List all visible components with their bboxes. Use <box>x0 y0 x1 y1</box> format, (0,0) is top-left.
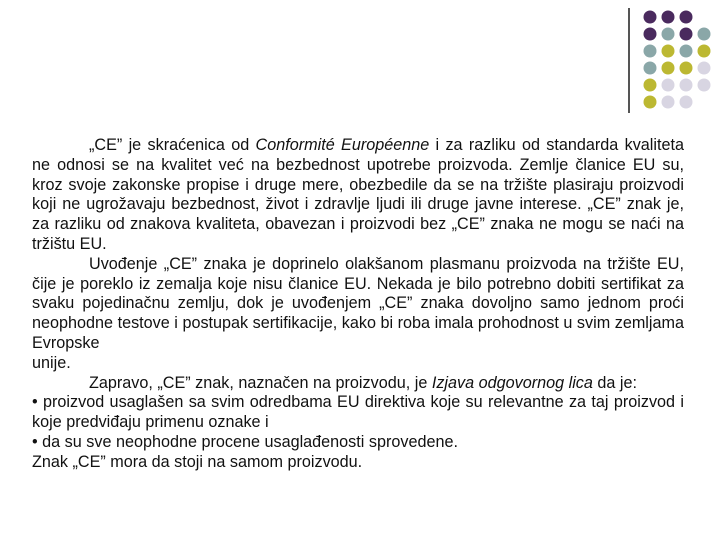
decorative-dot <box>698 79 711 92</box>
decorative-dot <box>662 45 675 58</box>
text-run: Znak „CE” mora da stoji na samom proizvodu. <box>32 452 363 471</box>
text-run: • da su sve neophodne procene usaglađenosti sprovedene. <box>32 432 458 451</box>
text-run: Zapravo, „CE” znak, naznačen na proizvodu, je <box>89 373 432 392</box>
decorative-dot <box>680 79 693 92</box>
decorative-dot <box>680 11 693 24</box>
text-run: „CE” je skraćenica od <box>89 136 256 154</box>
decorative-dot <box>644 62 657 75</box>
text-run: Uvođenje „CE” znaka je doprinelo olakšanom plasmanu proizvoda na tržište EU, čije je poreklo iz zemalja koje nisu članice EU. Nekada je bilo potrebno dobiti sertifikat za svaku pojedinačnu zemlju, dok je uvođenjem „CE” znaka dovoljno samo jednom proći neophodne testove i postupak sertifikacije, kako bi roba imala prohodnost u svim zemljama Evropske <box>32 254 684 352</box>
decorative-dot <box>680 96 693 109</box>
decorative-dot <box>698 45 711 58</box>
paragraph-ce-introduction <box>32 255 684 354</box>
paragraph-ce-definition <box>32 136 684 255</box>
decorative-dot-grid <box>0 0 720 120</box>
decorative-dot <box>662 96 675 109</box>
text-run: i za razliku od standarda kvaliteta ne odnosi se na kvalitet već na bezbednost upotrebe proizvoda. Zemlje članice EU su, kroz svoje zakonske propise i druge mere, obezbedile da se na tržište plasiraju proizvodi koji ne ugrožavaju bezbednost, život i zdravlje ljudi ili druge javne interese. „CE” znak je, za razliku od znakova kvaliteta, obavezan i proizvodi bez „CE” znaka ne mogu se naći na tržištu EU. <box>32 136 685 253</box>
decorative-dot <box>644 79 657 92</box>
paragraph-ce-declaration <box>32 374 684 394</box>
decorative-dot <box>644 28 657 41</box>
decorative-dot <box>680 62 693 75</box>
text-run: da je: <box>592 373 638 392</box>
decorative-dot <box>644 45 657 58</box>
bullet-item-assessment <box>32 433 684 453</box>
text-run-italic: Izjava odgovornog lica <box>431 373 593 392</box>
decorative-dot <box>698 62 711 75</box>
paragraph-continuation <box>32 354 684 374</box>
decorative-vertical-line <box>628 8 630 113</box>
decorative-dot <box>698 28 711 41</box>
decorative-dot <box>662 28 675 41</box>
decorative-dot <box>662 62 675 75</box>
decorative-dot <box>644 96 657 109</box>
bullet-item-compliance <box>32 393 684 433</box>
decorative-dot <box>680 45 693 58</box>
decorative-dot <box>680 28 693 41</box>
document-body <box>32 136 684 473</box>
text-run: unije. <box>32 353 71 372</box>
decorative-dot <box>662 79 675 92</box>
decorative-dot <box>644 11 657 24</box>
paragraph-closing <box>32 453 684 473</box>
decorative-dot <box>662 11 675 24</box>
text-run-italic: Conformité Européenne <box>255 136 430 154</box>
text-run: • proizvod usaglašen sa svim odredbama EU direktiva koje su relevantne za taj proizvod i koje predviđaju primenu oznake i <box>32 393 684 432</box>
